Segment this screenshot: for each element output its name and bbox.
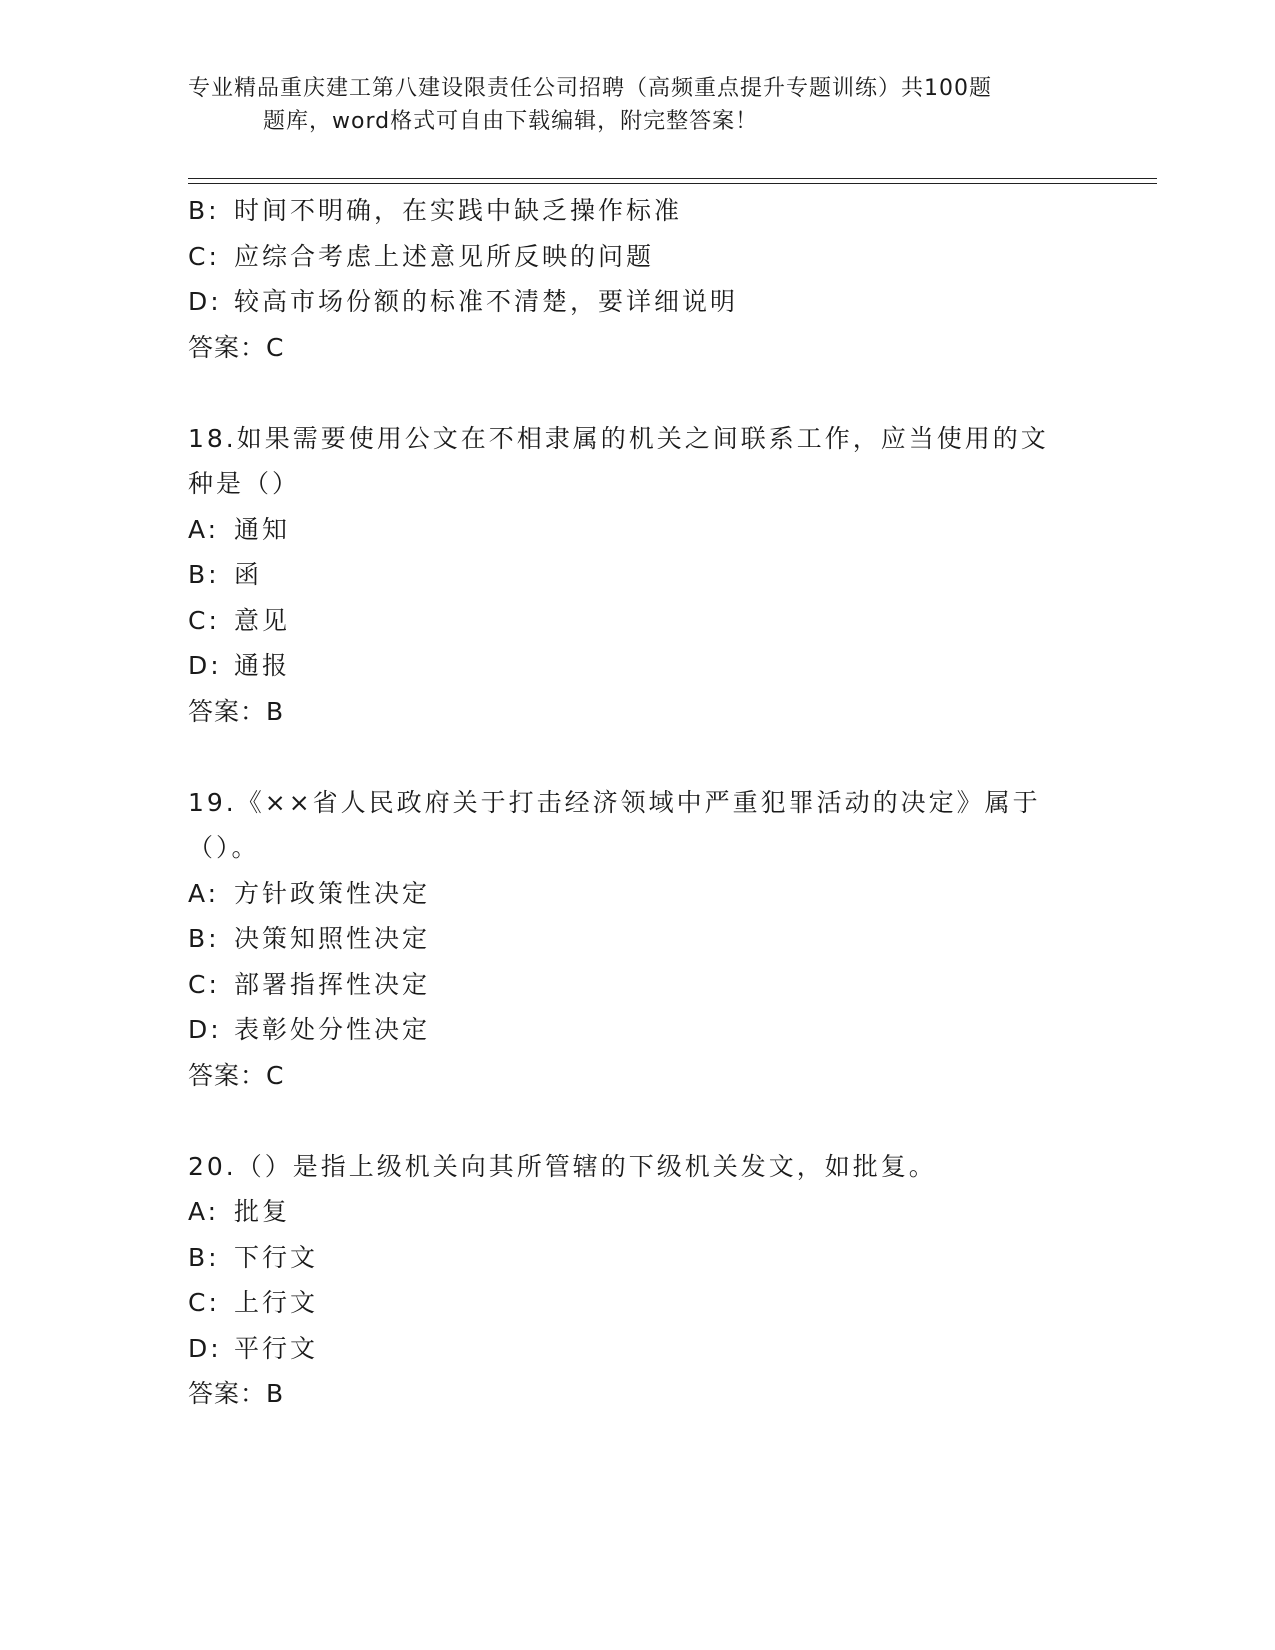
option-letter: C: — [188, 241, 220, 271]
header-line-1: 专业精品重庆建工第八建设限责任公司招聘（高频重点提升专题训练）共100题 — [188, 76, 992, 101]
option-text: 平行文 — [234, 1333, 319, 1363]
option-text: 意见 — [234, 605, 291, 635]
option-letter: A: — [188, 514, 220, 544]
option-letter: B: — [188, 560, 220, 589]
option-row — [188, 188, 1088, 234]
option-row — [188, 962, 1088, 1008]
option-row — [188, 1189, 1088, 1235]
question-text: 20.（）是指上级机关向其所管辖的下级机关发文，如批复。 — [188, 1151, 937, 1181]
option-letter: C: — [188, 969, 220, 999]
option-letter: D: — [188, 1015, 222, 1044]
option-text: 方针政策性决定 — [234, 878, 431, 908]
option-letter: B: — [188, 924, 220, 953]
option-row — [188, 507, 1088, 553]
answer-line: 答案：B — [188, 1379, 285, 1408]
option-letter: C: — [188, 605, 220, 635]
option-text: 时间不明确，在实践中缺乏操作标准 — [234, 196, 683, 225]
option-row — [188, 643, 1088, 689]
option-text: 通知 — [234, 514, 291, 544]
option-row — [188, 552, 1088, 598]
option-text: 下行文 — [234, 1242, 319, 1272]
option-text: 函 — [234, 560, 263, 589]
answer-line: 答案：C — [188, 332, 285, 362]
option-text: 通报 — [234, 651, 291, 680]
document-header — [188, 72, 1068, 138]
option-row — [188, 598, 1088, 644]
option-text: 部署指挥性决定 — [234, 969, 431, 999]
option-text: 决策知照性决定 — [234, 924, 431, 953]
spacer — [188, 370, 1088, 416]
answer-line: 答案：B — [188, 696, 285, 726]
spacer — [188, 734, 1088, 780]
option-letter: B: — [188, 1242, 220, 1272]
question-text: 19.《××省人民政府关于打击经济领域中严重犯罪活动的决定》属于（）。 — [188, 787, 1041, 862]
option-text: 上行文 — [234, 1288, 319, 1317]
option-row — [188, 279, 1088, 325]
option-text: 表彰处分性决定 — [234, 1015, 431, 1044]
question-text: 18.如果需要使用公文在不相隶属的机关之间联系工作，应当使用的文种是（） — [188, 423, 1049, 498]
option-text: 应综合考虑上述意见所反映的问题 — [234, 241, 655, 271]
header-rule-top — [188, 178, 1157, 179]
option-row — [188, 1280, 1088, 1326]
option-letter: C: — [188, 1288, 220, 1317]
option-text: 较高市场份额的标准不清楚，要详细说明 — [234, 287, 739, 316]
option-letter: D: — [188, 287, 222, 316]
option-letter: A: — [188, 878, 220, 908]
option-letter: A: — [188, 1197, 220, 1226]
option-row — [188, 916, 1088, 962]
header-rule-bottom — [188, 183, 1157, 184]
option-row — [188, 1235, 1088, 1281]
spacer — [188, 1098, 1088, 1144]
option-letter: B: — [188, 196, 220, 225]
option-row — [188, 1326, 1088, 1372]
option-letter: D: — [188, 651, 222, 680]
option-letter: D: — [188, 1333, 222, 1363]
option-row — [188, 871, 1088, 917]
document-body — [188, 188, 1088, 1417]
option-row — [188, 1007, 1088, 1053]
answer-line: 答案：C — [188, 1060, 285, 1090]
header-line-2: 题库，word格式可自由下载编辑，附完整答案！ — [263, 109, 759, 134]
option-row — [188, 234, 1088, 280]
option-text: 批复 — [234, 1197, 291, 1226]
